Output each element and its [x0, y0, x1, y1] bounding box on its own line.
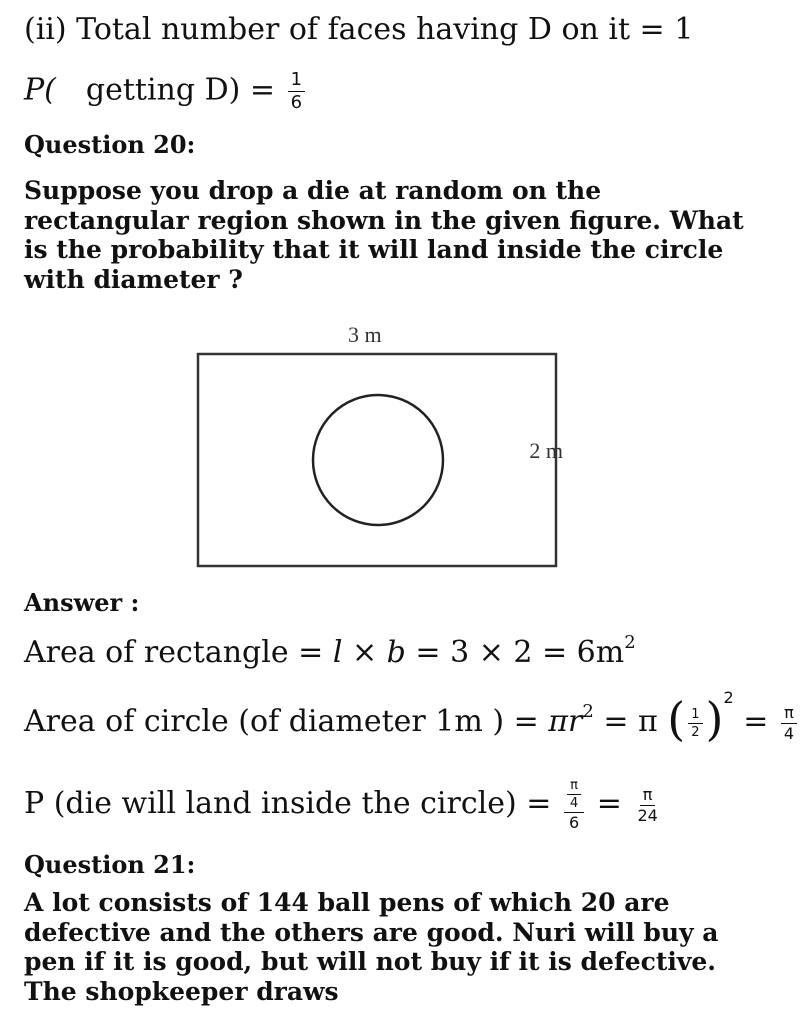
rect-lhs: Area of rectangle =: [24, 635, 333, 670]
compound-denominator: 6: [568, 813, 580, 832]
rectangle-circle-figure: [180, 316, 570, 572]
p-event: getting D) =: [85, 72, 276, 108]
circle-exponent: 2: [582, 701, 594, 722]
fraction-one-sixth: [288, 70, 305, 113]
rect-b: b: [386, 635, 406, 670]
inner-numerator: π: [567, 778, 581, 795]
area-circle-line: [24, 688, 800, 750]
rect-times: ×: [342, 635, 387, 670]
probability-getting-d: [24, 70, 308, 113]
answer-heading: Answer :: [24, 588, 140, 617]
area-rectangle-line: [24, 632, 636, 670]
question-20-text: Suppose you drop a die at random on the rectangular region shown in the given figure. What is the probability that it will land inside the circle with diameter ?: [24, 176, 744, 294]
fraction-one-half: [688, 707, 702, 740]
inner-fraction: [567, 778, 581, 811]
prob-eq: =: [587, 786, 632, 821]
fraction-denominator: 6: [290, 92, 303, 113]
pi4-denominator: 4: [783, 723, 795, 743]
question-20-heading: Question 20:: [24, 130, 196, 159]
circle-eq: =: [733, 704, 778, 739]
fraction-numerator: 1: [288, 70, 305, 92]
height-label: 2 m: [529, 438, 563, 463]
circle-region: [313, 395, 443, 525]
prob-lhs: P (die will land inside the circle) =: [24, 786, 561, 821]
inner-denominator: 4: [569, 796, 579, 811]
rect-l: l: [332, 635, 343, 670]
fraction-pi-over-24: [634, 786, 660, 825]
question-21-text: A lot consists of 144 ball pens of which 20 are defective and the others are good. Nuri will buy a pen if it is good, but will not buy if it is defective. The shopkeeper draws: [24, 888, 719, 1006]
circle-pi-r: πr: [548, 704, 583, 739]
width-label: 3 m: [348, 322, 382, 347]
previous-answer-line: (ii) Total number of faces having D on it = 1: [24, 12, 694, 47]
circle-lhs: Area of circle (of diameter 1m ) =: [24, 704, 549, 739]
circle-eq-pi: = π: [593, 704, 658, 739]
fraction-compound: [564, 778, 584, 832]
half-denominator: 2: [691, 724, 700, 740]
rect-rhs: = 3 × 2 = 6m: [405, 635, 625, 670]
pi24-denominator: 24: [637, 805, 658, 825]
pi4-numerator: π: [781, 704, 797, 724]
rectangle-region: [198, 354, 556, 566]
pi24-numerator: π: [640, 786, 656, 806]
half-numerator: 1: [688, 707, 702, 724]
probability-line: [24, 778, 664, 832]
question-21-heading: Question 21:: [24, 850, 196, 879]
fraction-pi-over-4: [781, 704, 797, 743]
p-symbol: P(: [24, 72, 56, 108]
compound-numerator: [564, 778, 584, 813]
paren-half-squared: ( $\frac{1}{2}$ ) 2: [667, 688, 734, 746]
rect-exponent: 2: [624, 632, 636, 653]
paren-exponent: 2: [723, 688, 734, 707]
